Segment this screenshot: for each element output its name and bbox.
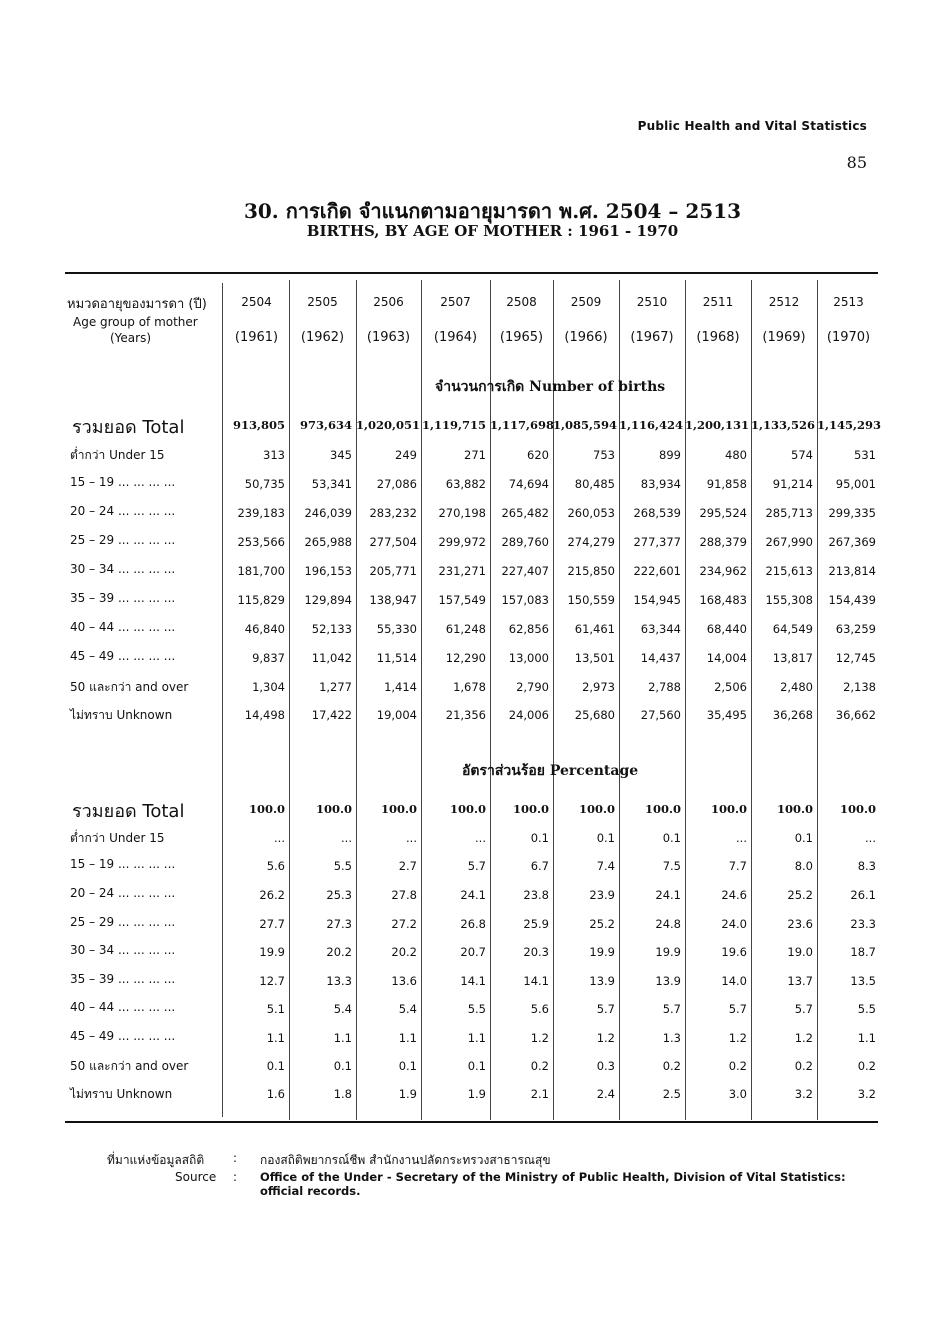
births-row-cell: 289,760 (501, 535, 549, 549)
percentage-row-cell: 100.0 (512, 802, 549, 816)
column-divider (619, 280, 620, 1120)
births-row-cell: 277,504 (369, 535, 417, 549)
percentage-row-cell: 19.9 (259, 945, 285, 959)
percentage-row-cell: 13.9 (655, 974, 681, 988)
births-row-cell: 95,001 (835, 477, 876, 491)
column-header-be: 2508 (506, 295, 537, 309)
table-title-thai: 30. การเกิด จำแนกตามอายุมารดา พ.ศ. 2504 – 2513 (243, 199, 742, 223)
percentage-row-cell: 20.2 (391, 945, 417, 959)
births-row-cell: 11,514 (376, 651, 417, 665)
percentage-row-cell: ... (865, 831, 876, 845)
percentage-row-cell: 1.1 (398, 1031, 417, 1045)
percentage-row-cell: 2.7 (398, 859, 417, 873)
percentage-row-cell: 5.6 (266, 859, 285, 873)
column-header-ad: (1961) (234, 330, 279, 345)
column-header-be: 2505 (307, 295, 338, 309)
percentage-row-cell: 24.1 (655, 888, 681, 902)
percentage-row-cell: 100.0 (839, 802, 876, 816)
column-header-be: 2509 (570, 295, 602, 309)
births-row-cell: 345 (330, 448, 352, 462)
births-row-cell: 299,335 (828, 506, 876, 520)
percentage-row-cell: 1.6 (266, 1087, 285, 1101)
source-label-english: Source (175, 1170, 217, 1184)
percentage-row-cell: ... (341, 831, 352, 845)
births-row-cell: 80,485 (574, 477, 615, 491)
row-label: 50 และกว่า and over (70, 1059, 189, 1073)
source-label-thai: ที่มาแห่งข้อมูลสถิติ (107, 1153, 205, 1167)
percentage-row-cell: 100.0 (315, 802, 352, 816)
percentage-row-cell: 14.0 (721, 974, 747, 988)
births-row-cell: 1,117,698 (490, 418, 555, 432)
stub-header-english: Age group of mother (73, 315, 198, 329)
percentage-row-cell: 100.0 (710, 802, 747, 816)
percentage-row-cell: 0.1 (398, 1059, 417, 1073)
percentage-row-cell: 5.5 (467, 1002, 486, 1016)
percentage-row-cell: 0.1 (662, 831, 681, 845)
births-row-cell: 253,566 (237, 535, 285, 549)
births-row-cell: 14,437 (640, 651, 681, 665)
row-label: 20 – 24 ... ... ... ... (70, 504, 176, 518)
column-header-be: 2512 (768, 295, 800, 309)
births-row-cell: 154,945 (633, 593, 681, 607)
births-row-cell: 50,735 (244, 477, 285, 491)
percentage-row-cell: 1.2 (530, 1031, 549, 1045)
column-header-ad: (1970) (826, 330, 871, 345)
table-title-english: BIRTHS, BY AGE OF MOTHER : 1961 - 1970 (306, 222, 679, 240)
percentage-row-cell: 25.2 (589, 917, 615, 931)
percentage-row-cell: 1.1 (857, 1031, 876, 1045)
births-row-cell: 21,356 (445, 708, 486, 722)
percentage-row-cell: 8.3 (857, 859, 876, 873)
percentage-row-cell: 0.1 (266, 1059, 285, 1073)
percentage-row-cell: 0.1 (596, 831, 615, 845)
column-header-ad: (1965) (499, 330, 544, 345)
percentage-row-cell: 3.2 (857, 1087, 876, 1101)
row-label: 30 – 34 ... ... ... ... (70, 943, 176, 957)
births-row-cell: 129,894 (304, 593, 352, 607)
column-divider (553, 280, 554, 1120)
row-label: 35 – 39 ... ... ... ... (70, 591, 176, 605)
births-row-cell: 1,133,526 (751, 418, 816, 432)
row-label: 20 – 24 ... ... ... ... (70, 886, 176, 900)
percentage-row-cell: 14.1 (460, 974, 486, 988)
births-row-cell: 1,678 (453, 680, 486, 694)
percentage-row-cell: 0.3 (596, 1059, 615, 1073)
births-row-cell: 138,947 (369, 593, 417, 607)
percentage-row-cell: 0.2 (530, 1059, 549, 1073)
births-row-cell: 1,414 (384, 680, 417, 694)
births-row-cell: 63,259 (835, 622, 876, 636)
births-row-cell: 150,559 (567, 593, 615, 607)
births-row-cell: 285,713 (765, 506, 813, 520)
births-row-cell: 63,882 (445, 477, 486, 491)
source-colon-english: : (233, 1170, 238, 1184)
percentage-row-cell: 20.3 (523, 945, 549, 959)
births-row-cell: 480 (725, 448, 747, 462)
births-row-cell: 14,498 (244, 708, 285, 722)
births-row-cell: 83,934 (640, 477, 681, 491)
percentage-row-cell: 5.7 (596, 1002, 615, 1016)
births-row-cell: 1,119,715 (421, 418, 486, 432)
stub-header-years: (Years) (110, 331, 152, 345)
births-row-cell: 74,694 (508, 477, 549, 491)
births-row-cell: 46,840 (244, 622, 285, 636)
births-row-cell: 36,268 (772, 708, 813, 722)
births-row-cell: 1,020,051 (356, 418, 421, 432)
row-label: ต่ำกว่า Under 15 (70, 831, 165, 845)
percentage-row-cell: 19.6 (721, 945, 747, 959)
row-label: 40 – 44 ... ... ... ... (70, 1000, 176, 1014)
births-row-cell: 62,856 (508, 622, 549, 636)
births-row-cell: 274,279 (567, 535, 615, 549)
births-row-cell: 620 (527, 448, 549, 462)
row-label: ไม่ทราบ Unknown (70, 708, 173, 722)
births-row-cell: 265,988 (304, 535, 352, 549)
births-row-cell: 213,814 (828, 564, 876, 578)
row-label: รวมยอด Total (72, 801, 185, 822)
percentage-row-cell: 23.6 (787, 917, 813, 931)
percentage-row-cell: 23.3 (850, 917, 876, 931)
births-row-cell: 313 (263, 448, 285, 462)
percentage-row-cell: 24.0 (721, 917, 747, 931)
births-row-cell: 64,549 (772, 622, 813, 636)
births-row-cell: 13,000 (508, 651, 549, 665)
births-row-cell: 249 (395, 448, 417, 462)
percentage-row-cell: ... (736, 831, 747, 845)
row-label: 15 – 19 ... ... ... ... (70, 475, 176, 489)
percentage-row-cell: 23.9 (589, 888, 615, 902)
row-label: ไม่ทราบ Unknown (70, 1087, 173, 1101)
births-row-cell: 231,271 (438, 564, 486, 578)
percentage-row-cell: 1.9 (398, 1087, 417, 1101)
percentage-row-cell: ... (475, 831, 486, 845)
births-row-cell: 271 (464, 448, 486, 462)
births-row-cell: 215,850 (567, 564, 615, 578)
births-row-cell: 2,138 (843, 680, 876, 694)
births-row-cell: 277,377 (633, 535, 681, 549)
source-text-english: Office of the Under - Secretary of the Ministry of Public Health, Division of Vital Statistics: (260, 1170, 846, 1184)
percentage-row-cell: 19.9 (589, 945, 615, 959)
births-row-cell: 1,085,594 (553, 418, 618, 432)
percentage-row-cell: 23.8 (523, 888, 549, 902)
percentage-row-cell: 5.5 (333, 859, 352, 873)
percentage-row-cell: 100.0 (578, 802, 615, 816)
column-header-be: 2507 (440, 295, 471, 309)
row-label: 35 – 39 ... ... ... ... (70, 972, 176, 986)
column-header-be: 2511 (702, 295, 734, 309)
births-row-cell: 265,482 (501, 506, 549, 520)
section-heading-numbers: จำนวนการเกิด Number of births (435, 379, 666, 395)
percentage-row-cell: 100.0 (644, 802, 681, 816)
births-row-cell: 13,817 (772, 651, 813, 665)
births-row-cell: 63,344 (640, 622, 681, 636)
percentage-row-cell: 0.1 (530, 831, 549, 845)
column-header-ad: (1964) (433, 330, 478, 345)
births-row-cell: 52,133 (311, 622, 352, 636)
births-row-cell: 13,501 (574, 651, 615, 665)
page-number: 85 (846, 153, 867, 172)
percentage-row-cell: 3.0 (728, 1087, 747, 1101)
births-row-cell: 2,790 (516, 680, 549, 694)
births-row-cell: 24,006 (508, 708, 549, 722)
births-row-cell: 25,680 (574, 708, 615, 722)
births-row-cell: 1,304 (252, 680, 285, 694)
percentage-row-cell: 27.2 (391, 917, 417, 931)
percentage-row-cell: 20.7 (460, 945, 486, 959)
births-row-cell: 227,407 (501, 564, 549, 578)
column-divider (289, 280, 290, 1120)
column-divider (817, 280, 818, 1120)
column-header-ad: (1968) (696, 330, 740, 345)
percentage-row-cell: 5.1 (266, 1002, 285, 1016)
births-row-cell: 234,962 (699, 564, 747, 578)
stub-divider (222, 283, 223, 1117)
column-divider (490, 280, 491, 1120)
percentage-row-cell: 5.7 (662, 1002, 681, 1016)
percentage-row-cell: 3.2 (794, 1087, 813, 1101)
births-row-cell: 222,601 (633, 564, 681, 578)
births-row-cell: 2,788 (648, 680, 681, 694)
births-row-cell: 973,634 (299, 418, 352, 432)
births-row-cell: 157,549 (438, 593, 486, 607)
percentage-row-cell: 13.3 (326, 974, 352, 988)
births-row-cell: 1,200,131 (685, 418, 750, 432)
percentage-row-cell: 2.1 (530, 1087, 549, 1101)
percentage-row-cell: 27.8 (391, 888, 417, 902)
percentage-row-cell: 100.0 (380, 802, 417, 816)
percentage-row-cell: 5.4 (333, 1002, 352, 1016)
column-header-be: 2506 (373, 295, 404, 309)
births-row-cell: 295,524 (699, 506, 747, 520)
births-row-cell: 12,745 (835, 651, 876, 665)
percentage-row-cell: 1.8 (333, 1087, 352, 1101)
column-header-ad: (1969) (762, 330, 806, 345)
births-row-cell: 12,290 (445, 651, 486, 665)
births-row-cell: 574 (791, 448, 813, 462)
percentage-row-cell: 26.8 (460, 917, 486, 931)
births-row-cell: 55,330 (376, 622, 417, 636)
running-header: Public Health and Vital Statistics (637, 119, 867, 133)
births-row-cell: 155,308 (765, 593, 813, 607)
percentage-row-cell: 5.7 (794, 1002, 813, 1016)
births-row-cell: 91,858 (706, 477, 747, 491)
percentage-row-cell: 25.3 (326, 888, 352, 902)
births-row-cell: 299,972 (438, 535, 486, 549)
births-row-cell: 154,439 (828, 593, 876, 607)
births-row-cell: 35,495 (706, 708, 747, 722)
births-row-cell: 239,183 (237, 506, 285, 520)
percentage-row-cell: 12.7 (259, 974, 285, 988)
percentage-row-cell: 13.9 (589, 974, 615, 988)
percentage-row-cell: ... (274, 831, 285, 845)
births-row-cell: 168,483 (699, 593, 747, 607)
percentage-row-cell: 5.7 (467, 859, 486, 873)
births-row-cell: 9,837 (252, 651, 285, 665)
births-row-cell: 205,771 (369, 564, 417, 578)
row-label: ต่ำกว่า Under 15 (70, 448, 165, 462)
births-row-cell: 1,145,293 (817, 418, 882, 432)
births-row-cell: 53,341 (311, 477, 352, 491)
births-row-cell: 115,829 (237, 593, 285, 607)
births-row-cell: 2,506 (714, 680, 747, 694)
percentage-row-cell: 26.2 (259, 888, 285, 902)
births-row-cell: 1,116,424 (619, 418, 684, 432)
percentage-row-cell: 24.8 (655, 917, 681, 931)
percentage-row-cell: 7.5 (662, 859, 681, 873)
row-label: 30 – 34 ... ... ... ... (70, 562, 176, 576)
column-header-ad: (1966) (564, 330, 608, 345)
percentage-row-cell: 100.0 (449, 802, 486, 816)
percentage-row-cell: 1.9 (467, 1087, 486, 1101)
percentage-row-cell: 19.0 (787, 945, 813, 959)
percentage-row-cell: 100.0 (776, 802, 813, 816)
percentage-row-cell: 1.2 (596, 1031, 615, 1045)
row-label: 45 – 49 ... ... ... ... (70, 1029, 176, 1043)
row-label: 45 – 49 ... ... ... ... (70, 649, 176, 663)
births-row-cell: 260,053 (567, 506, 615, 520)
percentage-row-cell: 13.6 (391, 974, 417, 988)
births-row-cell: 11,042 (311, 651, 352, 665)
births-row-cell: 61,248 (445, 622, 486, 636)
row-label: 40 – 44 ... ... ... ... (70, 620, 176, 634)
column-divider (421, 280, 422, 1120)
percentage-row-cell: 5.6 (530, 1002, 549, 1016)
percentage-row-cell: 0.2 (728, 1059, 747, 1073)
stub-header-thai: หมวดอายุของมารดา (ปี) (67, 297, 207, 312)
section-heading-percentage: อัตราส่วนร้อย Percentage (462, 763, 639, 779)
column-divider (685, 280, 686, 1120)
column-divider (356, 280, 357, 1120)
births-row-cell: 2,973 (582, 680, 615, 694)
percentage-row-cell: 0.2 (794, 1059, 813, 1073)
percentage-row-cell: 0.1 (467, 1059, 486, 1073)
births-row-cell: 61,461 (574, 622, 615, 636)
percentage-row-cell: ... (406, 831, 417, 845)
percentage-row-cell: 19.9 (655, 945, 681, 959)
column-header-be: 2510 (636, 295, 668, 309)
births-row-cell: 283,232 (369, 506, 417, 520)
births-row-cell: 267,990 (765, 535, 813, 549)
percentage-row-cell: 6.7 (530, 859, 549, 873)
births-row-cell: 17,422 (311, 708, 352, 722)
percentage-row-cell: 1.1 (333, 1031, 352, 1045)
percentage-row-cell: 2.5 (662, 1087, 681, 1101)
births-row-cell: 181,700 (237, 564, 285, 578)
births-row-cell: 268,539 (633, 506, 681, 520)
column-header-be: 2504 (241, 295, 272, 309)
births-row-cell: 753 (593, 448, 615, 462)
row-label: 15 – 19 ... ... ... ... (70, 857, 176, 871)
percentage-row-cell: 5.7 (728, 1002, 747, 1016)
percentage-row-cell: 14.1 (523, 974, 549, 988)
births-row-cell: 68,440 (706, 622, 747, 636)
births-row-cell: 36,662 (835, 708, 876, 722)
births-row-cell: 157,083 (501, 593, 549, 607)
column-header-ad: (1963) (366, 330, 411, 345)
births-row-cell: 267,369 (828, 535, 876, 549)
source-text-thai: กองสถิติพยากรณ์ชีพ สำนักงานปลัดกระทรวงสาธารณสุข (260, 1153, 551, 1167)
births-row-cell: 27,560 (640, 708, 681, 722)
percentage-row-cell: 24.1 (460, 888, 486, 902)
row-label: 25 – 29 ... ... ... ... (70, 915, 176, 929)
births-row-cell: 531 (854, 448, 876, 462)
births-row-cell: 899 (659, 448, 681, 462)
percentage-row-cell: 0.1 (794, 831, 813, 845)
percentage-row-cell: 18.7 (850, 945, 876, 959)
births-row-cell: 2,480 (780, 680, 813, 694)
column-header-be: 2513 (833, 295, 864, 309)
births-row-cell: 14,004 (706, 651, 747, 665)
table-top-rule (65, 272, 878, 274)
column-header-ad: (1967) (630, 330, 674, 345)
percentage-row-cell: 5.4 (398, 1002, 417, 1016)
births-row-cell: 1,277 (319, 680, 352, 694)
percentage-row-cell: 1.2 (794, 1031, 813, 1045)
births-row-cell: 215,613 (765, 564, 813, 578)
row-label: รวมยอด Total (72, 417, 185, 438)
percentage-row-cell: 13.7 (787, 974, 813, 988)
percentage-row-cell: 27.3 (326, 917, 352, 931)
percentage-row-cell: 13.5 (850, 974, 876, 988)
table-bottom-rule (65, 1121, 878, 1123)
percentage-row-cell: 0.1 (333, 1059, 352, 1073)
percentage-row-cell: 1.1 (266, 1031, 285, 1045)
row-label: 25 – 29 ... ... ... ... (70, 533, 176, 547)
percentage-row-cell: 1.2 (728, 1031, 747, 1045)
births-row-cell: 913,805 (232, 418, 285, 432)
percentage-row-cell: 100.0 (248, 802, 285, 816)
percentage-row-cell: 26.1 (850, 888, 876, 902)
births-row-cell: 27,086 (376, 477, 417, 491)
row-label: 50 และกว่า and over (70, 680, 189, 694)
percentage-row-cell: 20.2 (326, 945, 352, 959)
percentage-row-cell: 27.7 (259, 917, 285, 931)
births-row-cell: 19,004 (376, 708, 417, 722)
births-row-cell: 196,153 (304, 564, 352, 578)
column-divider (751, 280, 752, 1120)
births-row-cell: 288,379 (699, 535, 747, 549)
percentage-row-cell: 24.6 (721, 888, 747, 902)
births-row-cell: 246,039 (304, 506, 352, 520)
percentage-row-cell: 25.9 (523, 917, 549, 931)
percentage-row-cell: 5.5 (857, 1002, 876, 1016)
percentage-row-cell: 1.3 (662, 1031, 681, 1045)
source-text-english-cont: official records. (260, 1184, 361, 1198)
percentage-row-cell: 1.1 (467, 1031, 486, 1045)
births-row-cell: 91,214 (772, 477, 813, 491)
percentage-row-cell: 0.2 (857, 1059, 876, 1073)
column-header-ad: (1962) (300, 330, 345, 345)
source-colon-thai: : (233, 1151, 238, 1165)
percentage-row-cell: 0.2 (662, 1059, 681, 1073)
percentage-row-cell: 2.4 (596, 1087, 615, 1101)
percentage-row-cell: 7.4 (596, 859, 615, 873)
births-row-cell: 270,198 (438, 506, 486, 520)
percentage-row-cell: 8.0 (794, 859, 813, 873)
percentage-row-cell: 7.7 (728, 859, 747, 873)
percentage-row-cell: 25.2 (787, 888, 813, 902)
